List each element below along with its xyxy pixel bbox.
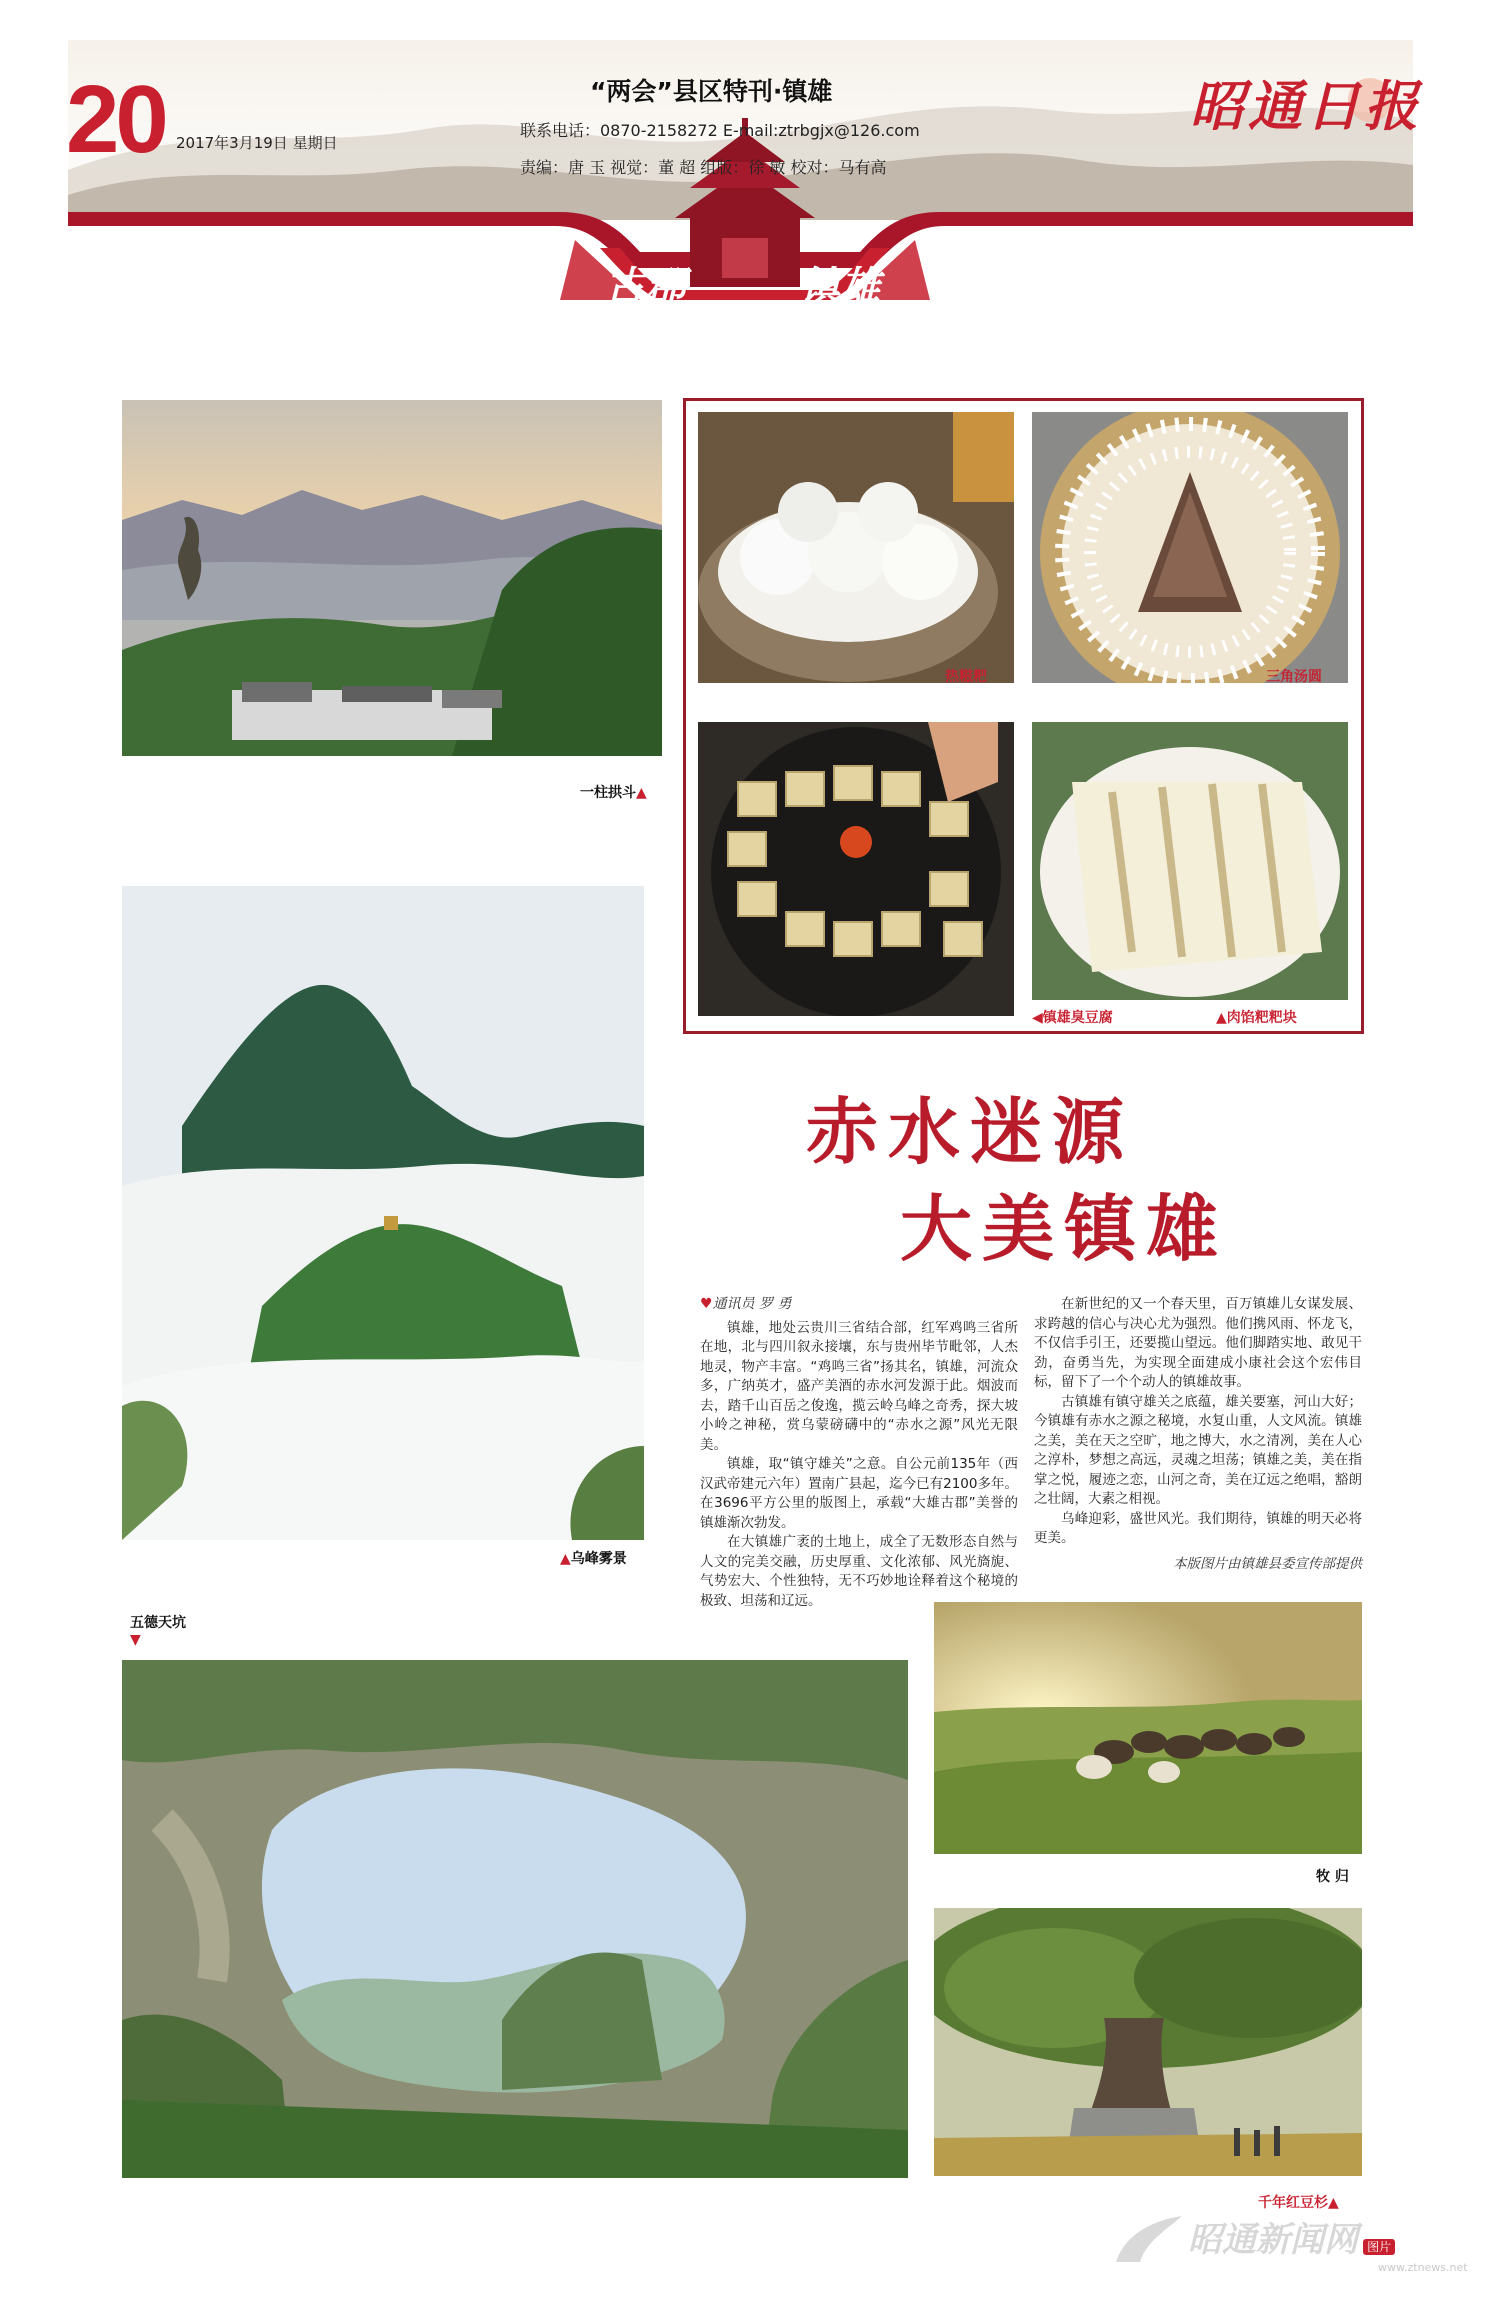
article-byline: ♥通讯员 罗 勇 [700,1296,792,1312]
photo-qiannian-hongdoushan [934,1908,1362,2176]
watermark-url: www.ztnews.net [1378,2261,1468,2274]
page-number: 20 [66,66,165,173]
article-column-2 [1034,1295,1362,1574]
photo-rejiaba [698,412,1014,683]
newspaper-logo: 昭通日报 [1190,74,1422,138]
publication-date: 2017年3月19日 星期日 [176,134,338,152]
article-column-1 [700,1295,1018,1611]
photo-wude-tiankeng [122,1660,908,2178]
caption-bingkuai: ▲肉馅粑粑块 [1216,1010,1297,1026]
photo-sanjiao-tangyuan [1032,412,1348,683]
photo-wufeng-wujing [122,886,644,1540]
article-paragraph: 镇雄，地处云贵川三省结合部，红军鸡鸣三省所在地，北与四川叙永接壤，东与贵州毕节毗邻，人杰地灵，物产丰富。“鸡鸣三省”扬其名，镇雄，河流众多，广纳英才，盛产美酒的赤水河发源于此。烟波而去，踏千山百岳之俊逸，揽云岭乌峰之奇秀，探大坡小岭之神秘，赏乌蒙磅礴中的“赤水之源”风光无限美。 [700,1319,1018,1453]
caption-rejiaba: 热糍粑 [945,669,987,685]
triangle-up-icon: ▲ [1328,2195,1339,2211]
article-paragraph: 在新世纪的又一个春天里，百万镇雄儿女谋发展、求跨越的信心与决心尤为强烈。他们携风雨、怀龙飞，不仅信手引王，还要揽山望远。他们脚踏实地、敢见干劲，奋勇当先，为实现全面建成小康社会这个宏伟目标，留下了一个个动人的镇雄故事。 [1034,1296,1362,1390]
photo-rouxian-babakuai [1032,722,1348,1000]
photo-yizhu-gongdou [122,400,662,756]
headline-line1: 赤水迷源 [806,1090,1135,1174]
triangle-left-icon: ◀ [1032,1010,1043,1026]
article-paragraph: 镇雄，取“镇守雄关”之意。自公元前135年（西汉武帝建元六年）置南广县起，迄今已有2100多年。在3696平方公里的版图上，承载“大雄古郡”美誉的镇雄渐次勃发。 [700,1456,1018,1531]
triangle-up-icon: ▲ [560,1551,571,1567]
special-issue-title: “两会”县区特刊·镇雄 [590,77,833,106]
caption-wude-tiankeng: 五德天坑 ▼ [130,1615,186,1648]
photo-credit: 本版图片由镇雄县委宣传部提供 [1173,1555,1362,1572]
heart-icon: ♥ [700,1296,713,1312]
article-paragraph: 在大镇雄广袤的土地上，成全了无数形态自然与人文的完美交融，历史厚重、文化浓郁、风光旖旎、气势宏大、个性独特，无不巧妙地诠释着这个秘境的极致、坦荡和辽远。 [700,1534,1018,1609]
caption-text: 一柱拱斗 [580,785,636,801]
caption-yizhu-gongdou [580,782,647,802]
watermark-tag: 图片 [1363,2239,1395,2255]
watermark-name: 昭通新闻网 [1188,2220,1358,2260]
contact-line: 联系电话：0870-2158272 E-mail:ztrbgjx@126.com [520,121,920,140]
watermark-logo-icon [1106,2212,1186,2268]
caption-mugui: 牧 归 [1316,1869,1349,1885]
caption-sanjiao-tangyuan: 三角汤圆 [1266,669,1322,685]
editors-line: 责编：唐 玉 视觉：董 超 组版：徐 敏 校对：马有高 [520,158,887,177]
headline-line2: 大美镇雄 [900,1187,1229,1271]
masthead [0,0,1500,310]
caption-qiannian-hongdoushan: 千年红豆杉▲ [1258,2195,1339,2211]
triangle-up-icon: ▲ [636,785,647,801]
banner-word-right: 镇雄 [800,263,880,310]
article-paragraph: 古镇雄有镇守雄关之底蕴，雄关要塞，河山大好；今镇雄有赤水之源之秘境，水复山重，人文风流。镇雄之美，美在天之空旷，地之博大，水之清冽，美在人心之淳朴，梦想之高远，灵魂之坦荡；镇雄之美，美在指掌之悦，履迹之恋，山河之奇，美在辽远之绝唱，豁朗之壮阔，大素之相视。 [1034,1393,1362,1507]
article-paragraph: 乌峰迎彩，盛世风光。我们期待，镇雄的明天必将更美。 [1034,1510,1362,1546]
triangle-up-icon: ▲ [1216,1010,1227,1026]
photo-choudoufu [698,722,1014,1016]
caption-wufeng-wujing: ▲乌峰雾景 [560,1551,627,1567]
triangle-down-icon: ▼ [130,1632,141,1648]
caption-doufu: ◀镇雄臭豆腐 [1032,1010,1113,1026]
banner-word-left: 古郡 [605,263,685,310]
watermark [1188,2212,1468,2274]
photo-mugui [934,1602,1362,1854]
